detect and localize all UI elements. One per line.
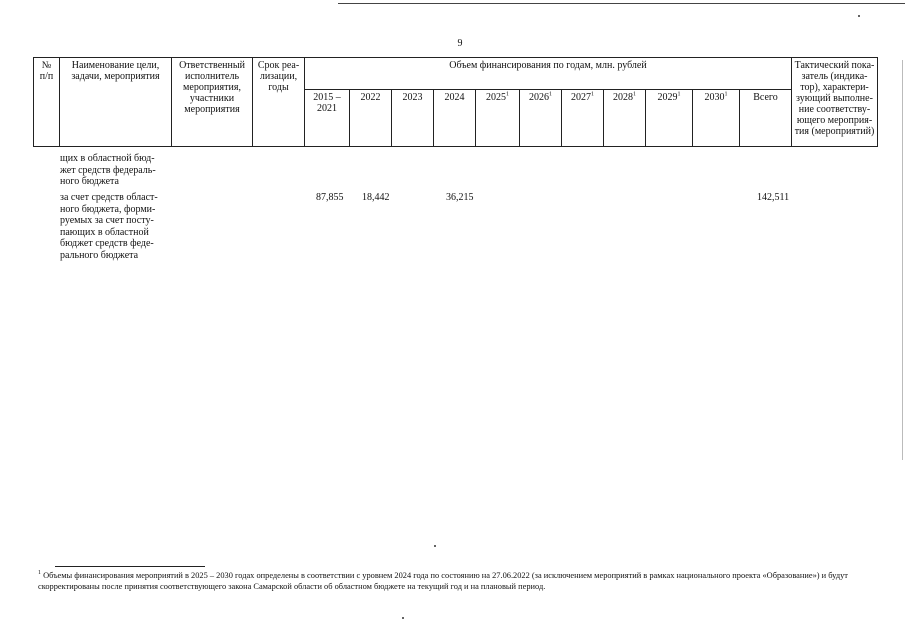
row-1-name: щих в областной бюд- жет средств федераль- ного бюджета bbox=[60, 153, 156, 187]
scan-top-line bbox=[338, 3, 905, 4]
year-2030: 2030$^1$ bbox=[693, 89, 740, 146]
footnote bbox=[38, 570, 878, 592]
header-term: Срок реа- лизации, годы bbox=[253, 58, 305, 147]
row-2-value-2022: 18,442 bbox=[362, 192, 390, 203]
year-2015-2021: 2015 – 2021 bbox=[305, 89, 350, 146]
year-2022: 2022 bbox=[350, 89, 392, 146]
page-number: 9 bbox=[457, 38, 463, 49]
header-responsible: Ответственный исполнитель мероприятия, участники мероприятия bbox=[172, 58, 253, 147]
scan-speck bbox=[434, 545, 436, 547]
row-2-name: за счет средств област- ного бюджета, форми- руемых за счет посту- пающих в областной бюджет средств феде- рального бюджета bbox=[60, 192, 158, 261]
header-num: № п/п bbox=[34, 58, 60, 147]
scan-right-edge bbox=[902, 60, 903, 460]
year-2027: 2027$^1$ bbox=[562, 89, 604, 146]
year-2025: 2025$^1$ bbox=[476, 89, 520, 146]
year-2028: 2028$^1$ bbox=[604, 89, 646, 146]
year-2023: 2023 bbox=[392, 89, 434, 146]
year-2026: 2026$^1$ bbox=[520, 89, 562, 146]
scan-speck bbox=[402, 617, 404, 619]
financing-table bbox=[33, 57, 878, 147]
footnote-rule bbox=[55, 566, 205, 567]
row-2-value-total: 142,511 bbox=[757, 192, 790, 203]
header-financing: Объем финансирования по годам, млн. рублей bbox=[305, 58, 792, 90]
year-2024: 2024 bbox=[434, 89, 476, 146]
row-2-value-2015-2021: 87,855 bbox=[316, 192, 344, 203]
header-tactical-indicator: Тактический пока- затель (индика- тор), характери- зующий выполне- ние соответству- ющего мероприя- тия (мероприятий) bbox=[792, 58, 878, 147]
year-2029: 2029$^1$ bbox=[646, 89, 693, 146]
year-total: Всего bbox=[740, 89, 792, 146]
footnote-marker: 1 bbox=[38, 570, 41, 577]
row-2-value-2024: 36,215 bbox=[446, 192, 474, 203]
scan-speck bbox=[858, 15, 860, 17]
header-name: Наименование цели, задачи, мероприятия bbox=[60, 58, 172, 147]
footnote-text: Объемы финансирования мероприятий в 2025 – 2030 годах определены в соответствии с уровнем 2024 года по состоянию на 27.06.2022 (за исключением мероприятий в рамках национального проекта «Образование») и будут скорректированы после принятия соответствующего закона Самарской области об областном бюджете на текущий год и на плановый период. bbox=[38, 571, 848, 591]
